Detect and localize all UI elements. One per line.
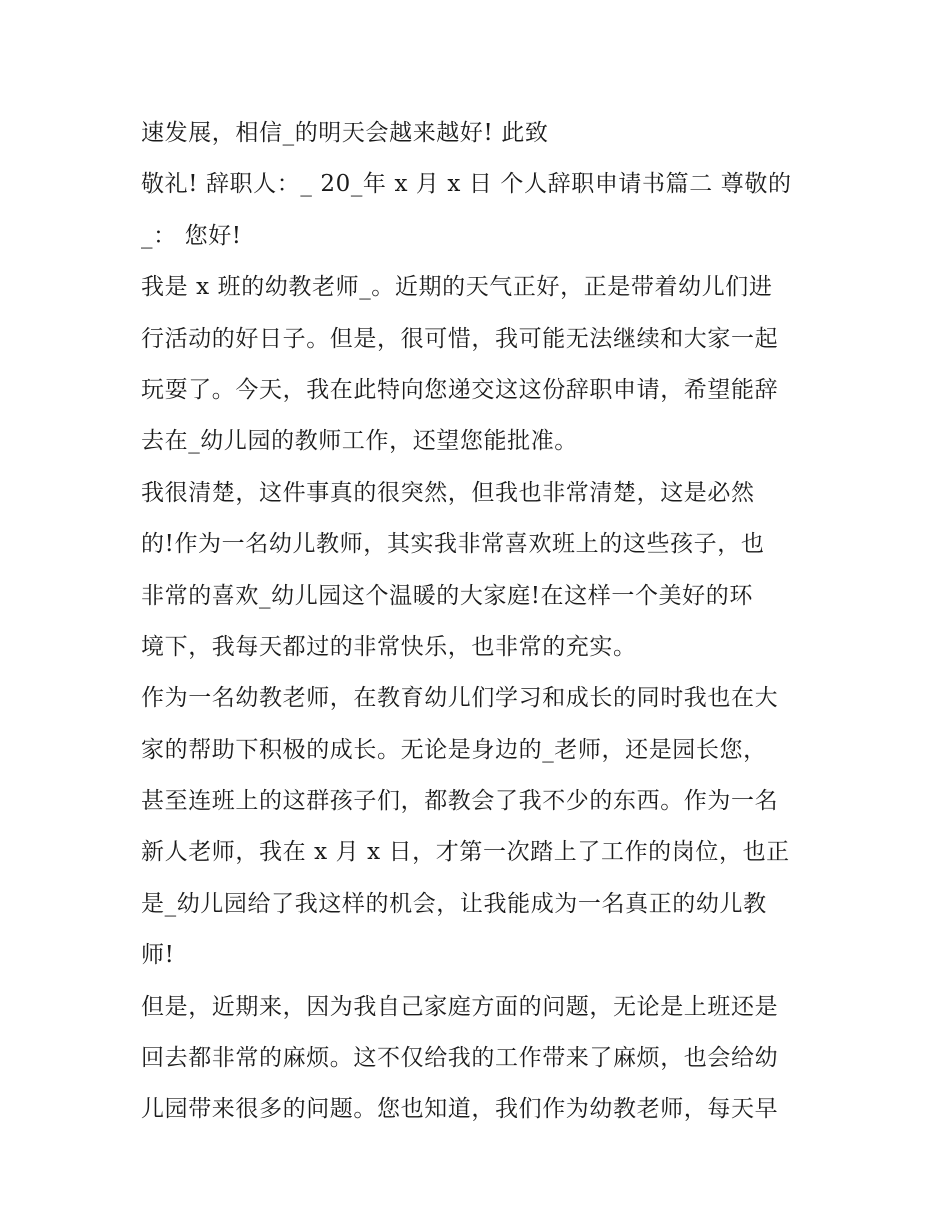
text-line: 的!作为一名幼儿教师，其实我非常喜欢班上的这些孩子，也 [141,531,765,558]
text-line: 作为一名幼教老师，在教育幼儿们学习和成长的同时我也在大 [141,685,779,712]
text-line: 但是，近期来，因为我自己家庭方面的问题，无论是上班还是 [141,993,779,1020]
text-line: 速发展，相信_的明天会越来越好! 此致 [141,120,549,146]
text-line: 敬礼! 辞职人：_ 20_年 x 月 x 日 个人辞职申请书篇二 尊敬的 [141,171,792,198]
text-line: 非常的喜欢_幼儿园这个温暖的大家庭!在这样一个美好的环 [141,582,753,609]
text-line: 家的帮助下积极的成长。无论是身边的_老师，还是园长您， [141,736,767,763]
text-line: 甚至连班上的这群孩子们，都教会了我不少的东西。作为一名 [141,788,779,815]
text-line: 师! [141,942,175,969]
text-line: 新人老师，我在 x 月 x 日，才第一次踏上了工作的岗位，也正 [141,839,790,866]
text-line: 我很清楚，这件事真的很突然，但我也非常清楚，这是必然 [141,479,755,506]
text-line: 玩耍了。今天，我在此特向您递交这这份辞职申请，希望能辞 [141,376,779,403]
document-body [141,108,821,1136]
text-line: 去在_幼儿园的教师工作，还望您能批准。 [141,428,578,455]
text-line: 境下，我每天都过的非常快乐，也非常的充实。 [141,633,637,660]
text-line: 回去都非常的麻烦。这不仅给我的工作带来了麻烦，也会给幼 [141,1045,779,1072]
text-line: 行活动的好日子。但是，很可惜，我可能无法继续和大家一起 [141,325,779,352]
text-line: 我是 x 班的幼教老师_。近期的天气正好，正是带着幼儿们进 [141,274,773,301]
text-line: _： 您好! [141,222,242,249]
text-line: 是_幼儿园给了我这样的机会，让我能成为一名真正的幼儿教 [141,890,767,917]
text-line: 儿园带来很多的问题。您也知道，我们作为幼教老师，每天早 [141,1096,779,1123]
